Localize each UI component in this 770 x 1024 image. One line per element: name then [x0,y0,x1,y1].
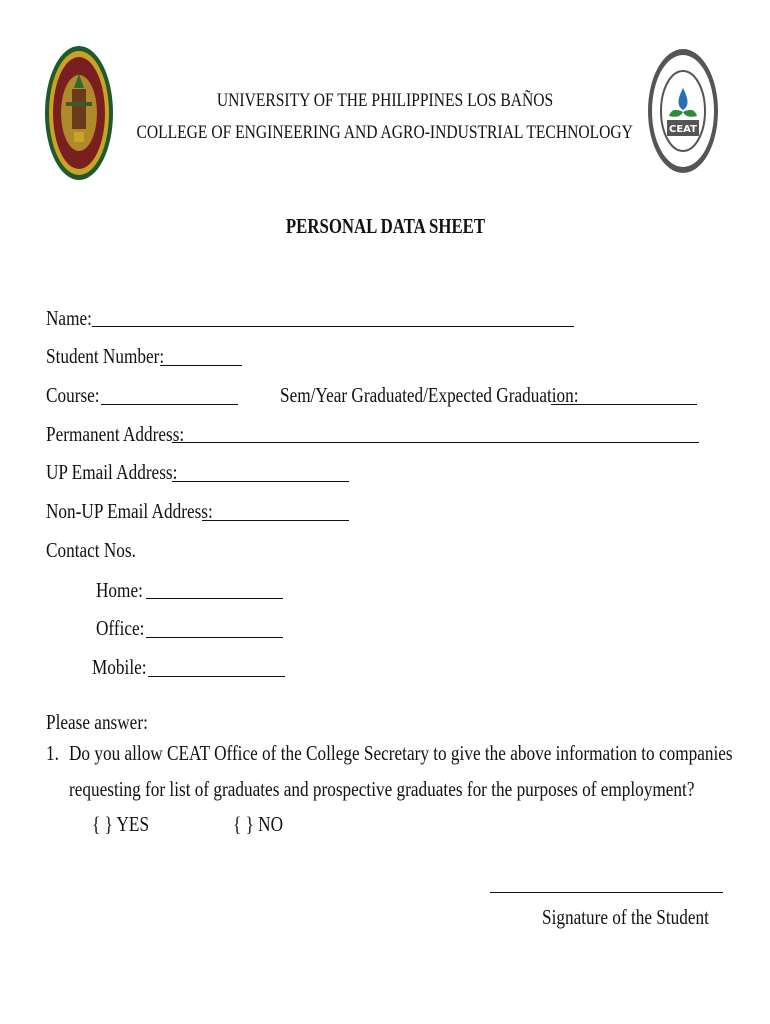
up-seal-logo [44,44,114,182]
svg-text:CEAT: CEAT [669,124,697,135]
yes-option[interactable]: { } YES [92,812,150,836]
please-answer-label: Please answer: [46,710,148,734]
question-line-1: Do you allow CEAT Office of the College Secretary to give the above information to companies [69,741,733,765]
permanent-address-label: Permanent Address: [46,422,185,446]
non-up-email-field[interactable] [202,520,349,521]
signature-label: Signature of the Student [542,905,709,929]
university-name: UNIVERSITY OF THE PHILIPPINES LOS BAÑOS [216,90,554,111]
signature-line[interactable] [490,892,723,893]
home-label: Home: [96,578,143,602]
no-option[interactable]: { } NO [233,812,284,836]
up-email-label: UP Email Address: [46,460,178,484]
permanent-address-field[interactable] [172,442,699,443]
question-number: 1. [46,741,59,765]
question-line-2: requesting for list of graduates and prospective graduates for the purposes of employment? [69,777,695,801]
course-field[interactable] [101,404,238,405]
name-label: Name: [46,306,92,330]
student-number-field[interactable] [160,365,242,366]
up-email-field[interactable] [172,481,349,482]
course-label: Course: [46,383,100,407]
mobile-field[interactable] [148,676,285,677]
sem-year-label: Sem/Year Graduated/Expected Graduation: [280,383,579,407]
page-title: PERSONAL DATA SHEET [285,214,485,238]
student-number-label: Student Number: [46,344,165,368]
name-field[interactable] [92,326,574,327]
college-name: COLLEGE OF ENGINEERING AND AGRO-INDUSTRIAL TECHNOLOGY [136,122,634,143]
office-field[interactable] [146,637,283,638]
contact-nos-label: Contact Nos. [46,538,136,562]
sem-year-field[interactable] [551,404,697,405]
non-up-email-label: Non-UP Email Address: [46,499,213,523]
home-field[interactable] [146,598,283,599]
office-label: Office: [96,616,145,640]
mobile-label: Mobile: [92,655,147,679]
